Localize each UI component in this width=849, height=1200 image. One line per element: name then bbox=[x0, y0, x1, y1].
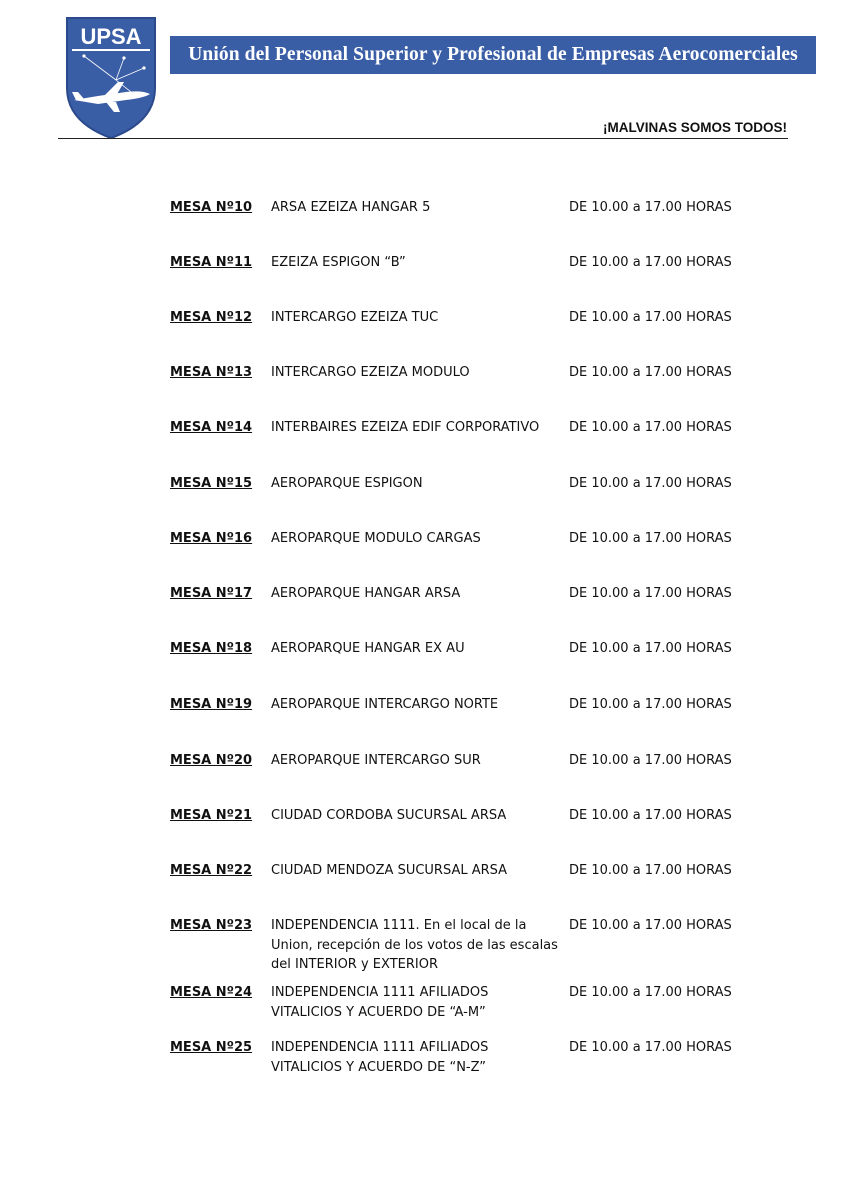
hours-text: DE 10.00 a 17.00 HORAS bbox=[569, 753, 732, 768]
location-text: ARSA EZEIZA HANGAR 5 bbox=[271, 200, 431, 215]
location-text: AEROPARQUE MODULO CARGAS bbox=[271, 531, 481, 546]
hours-text: DE 10.00 a 17.00 HORAS bbox=[569, 586, 732, 601]
hours-text: DE 10.00 a 17.00 HORAS bbox=[569, 1040, 732, 1055]
hours-text: DE 10.00 a 17.00 HORAS bbox=[569, 420, 732, 435]
location-text: AEROPARQUE ESPIGON bbox=[271, 476, 423, 491]
mesa-label: MESA Nº23 bbox=[170, 918, 253, 933]
hours-text: DE 10.00 a 17.00 HORAS bbox=[569, 255, 732, 270]
mesa-label: MESA Nº12 bbox=[170, 310, 253, 325]
mesa-label: MESA Nº15 bbox=[170, 476, 253, 491]
location-text: EZEIZA ESPIGON “B” bbox=[271, 255, 406, 270]
mesa-label: MESA Nº11 bbox=[170, 255, 253, 270]
hours-text: DE 10.00 a 17.00 HORAS bbox=[569, 476, 732, 491]
motto-text: ¡MALVINAS SOMOS TODOS! bbox=[602, 120, 787, 135]
location-text: AEROPARQUE HANGAR ARSA bbox=[271, 586, 461, 601]
hours-text: DE 10.00 a 17.00 HORAS bbox=[569, 697, 732, 712]
hours-text: DE 10.00 a 17.00 HORAS bbox=[569, 365, 732, 380]
mesa-label: MESA Nº24 bbox=[170, 985, 253, 1000]
location-text: CIUDAD CORDOBA SUCURSAL ARSA bbox=[271, 808, 507, 823]
mesa-label: MESA Nº21 bbox=[170, 808, 253, 823]
hours-text: DE 10.00 a 17.00 HORAS bbox=[569, 918, 732, 933]
mesa-label: MESA Nº20 bbox=[170, 753, 253, 768]
hours-text: DE 10.00 a 17.00 HORAS bbox=[569, 641, 732, 656]
location-text: INDEPENDENCIA 1111 AFILIADOS VITALICIOS Y ACUERDO DE “N-Z” bbox=[271, 1040, 489, 1075]
hours-text: DE 10.00 a 17.00 HORAS bbox=[569, 863, 732, 878]
mesa-label: MESA Nº18 bbox=[170, 641, 253, 656]
location-text: INDEPENDENCIA 1111. En el local de la Union, recepción de los votos de las escalas del INTERIOR y EXTERIOR bbox=[271, 918, 558, 972]
mesa-label: MESA Nº19 bbox=[170, 697, 253, 712]
mesa-label: MESA Nº16 bbox=[170, 531, 253, 546]
hours-text: DE 10.00 a 17.00 HORAS bbox=[569, 531, 732, 546]
organization-banner: Unión del Personal Superior y Profesional de Empresas Aerocomerciales bbox=[170, 36, 816, 74]
hours-text: DE 10.00 a 17.00 HORAS bbox=[569, 310, 732, 325]
hours-text: DE 10.00 a 17.00 HORAS bbox=[569, 985, 732, 1000]
location-text: AEROPARQUE INTERCARGO SUR bbox=[271, 753, 481, 768]
location-text: AEROPARQUE HANGAR EX AU bbox=[271, 641, 465, 656]
location-text: INTERCARGO EZEIZA TUC bbox=[271, 310, 439, 325]
mesa-label: MESA Nº17 bbox=[170, 586, 253, 601]
hours-text: DE 10.00 a 17.00 HORAS bbox=[569, 808, 732, 823]
location-text: CIUDAD MENDOZA SUCURSAL ARSA bbox=[271, 863, 508, 878]
mesa-label: MESA Nº10 bbox=[170, 200, 253, 215]
location-text: INDEPENDENCIA 1111 AFILIADOS VITALICIOS Y ACUERDO DE “A-M” bbox=[271, 985, 489, 1020]
logo-text: UPSA bbox=[80, 24, 142, 49]
location-text: INTERCARGO EZEIZA MODULO bbox=[271, 365, 470, 380]
location-text: INTERBAIRES EZEIZA EDIF CORPORATIVO bbox=[271, 420, 540, 435]
mesa-label: MESA Nº25 bbox=[170, 1040, 253, 1055]
location-text: AEROPARQUE INTERCARGO NORTE bbox=[271, 697, 499, 712]
mesa-label: MESA Nº14 bbox=[170, 420, 253, 435]
mesa-label: MESA Nº13 bbox=[170, 365, 253, 380]
mesa-label: MESA Nº22 bbox=[170, 863, 253, 878]
hours-text: DE 10.00 a 17.00 HORAS bbox=[569, 200, 732, 215]
